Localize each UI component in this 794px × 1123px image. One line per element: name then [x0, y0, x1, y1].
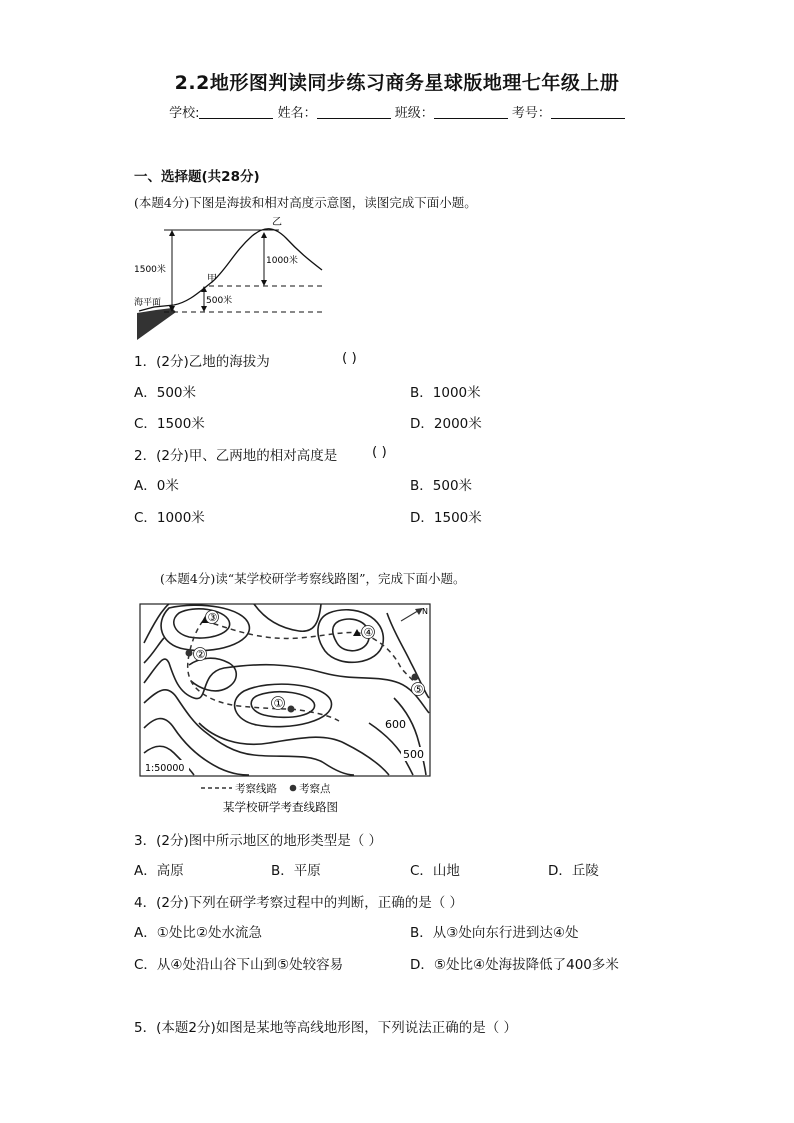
number-label: 考号： [511, 106, 551, 121]
q3-option-b[interactable]: B．平原 [271, 863, 321, 879]
label-jia: 甲 [207, 274, 217, 285]
q1-option-c[interactable]: C．1500米 [134, 416, 205, 432]
question-1 [134, 350, 270, 370]
arrow-1500-head-top [169, 230, 175, 236]
school-blank[interactable] [199, 106, 273, 119]
group2-intro: (本题4分)读“某学校研学考察线路图”，完成下面小题。 [160, 571, 466, 586]
q1-option-b[interactable]: B．1000米 [410, 385, 481, 401]
student-info-line [0, 102, 794, 121]
label-p3: ③ [207, 611, 218, 624]
point-1-dot [288, 706, 295, 713]
q1-option-a[interactable]: A．500米 [134, 385, 197, 401]
label-p4: ④ [363, 626, 374, 639]
point-5-dot [412, 674, 419, 681]
label-p5: ⑤ [413, 683, 424, 696]
contour-500-label: 500 [403, 748, 424, 761]
q3-option-a[interactable]: A．高原 [134, 863, 184, 879]
arrow-1000-head-bottom [261, 280, 267, 286]
north-label: N [422, 607, 428, 616]
legend-route-label: 考察线路 [235, 783, 277, 795]
q1-paren: ( ) [342, 350, 357, 366]
q3-option-c[interactable]: C．山地 [410, 863, 460, 879]
q2-option-b[interactable]: B．500米 [410, 478, 473, 494]
q4-option-d[interactable]: D．⑤处比④处海拔降低了400多米 [410, 957, 619, 973]
name-label: 姓名： [277, 106, 317, 121]
label-500: 500米 [206, 296, 233, 306]
q2-option-d[interactable]: D．1500米 [410, 510, 482, 526]
q4-option-b[interactable]: B．从③处向东行进到达④处 [410, 925, 579, 941]
contour-600-label: 600 [385, 718, 406, 731]
name-blank[interactable] [317, 106, 391, 119]
page-title: 2.2地形图判读同步练习商务星球版地理七年级上册 [174, 72, 620, 94]
label-p2: ② [195, 648, 206, 661]
label-sea: 海平面 [134, 298, 162, 308]
arrow-500-head-bottom [201, 306, 207, 312]
q5-stem: 5．(本题2分)如图是某地等高线地形图，下列说法正确的是（ ） [134, 1020, 518, 1036]
q1-option-d[interactable]: D．2000米 [410, 416, 482, 432]
q4-option-a[interactable]: A．①处比②处水流急 [134, 925, 262, 941]
q2-paren: ( ) [372, 444, 387, 460]
q2-option-c[interactable]: C．1000米 [134, 510, 205, 526]
point-2-dot [186, 650, 193, 657]
label-1500: 1500米 [134, 265, 166, 275]
arrow-1000-head-top [261, 232, 267, 238]
altitude-diagram [134, 212, 334, 340]
q2-stem: 2．(2分)甲、乙两地的相对高度是 [134, 448, 338, 464]
class-blank[interactable] [434, 106, 508, 119]
contour-map [139, 603, 433, 821]
class-label: 班级： [394, 106, 434, 121]
q1-stem: 1．(2分)乙地的海拔为 [134, 354, 270, 370]
number-blank[interactable] [551, 106, 625, 119]
q4-stem: 4．(2分)下列在研学考察过程中的判断，正确的是（ ） [134, 895, 464, 911]
map-scale: 1:50000 [145, 763, 185, 774]
q3-option-d[interactable]: D．丘陵 [548, 863, 599, 879]
q3-stem: 3．(2分)图中所示地区的地形类型是（ ） [134, 833, 383, 849]
q4-option-c[interactable]: C．从④处沿山谷下山到⑤处较容易 [134, 957, 344, 973]
label-yi: 乙 [272, 217, 282, 228]
map-frame [140, 604, 430, 776]
legend-point-icon [290, 785, 297, 792]
label-p1: ① [273, 697, 284, 710]
group1-intro: (本题4分)下图是海拔和相对高度示意图，读图完成下面小题。 [134, 195, 477, 210]
map-caption: 某学校研学考查线路图 [223, 800, 338, 814]
school-label: 学校: [169, 106, 200, 121]
q2-option-a[interactable]: A．0米 [134, 478, 179, 494]
sea-area [137, 308, 176, 340]
label-1000: 1000米 [266, 256, 298, 266]
legend-point-label: 考察点 [299, 783, 331, 795]
section-title: 一、选择题(共28分) [134, 169, 260, 185]
